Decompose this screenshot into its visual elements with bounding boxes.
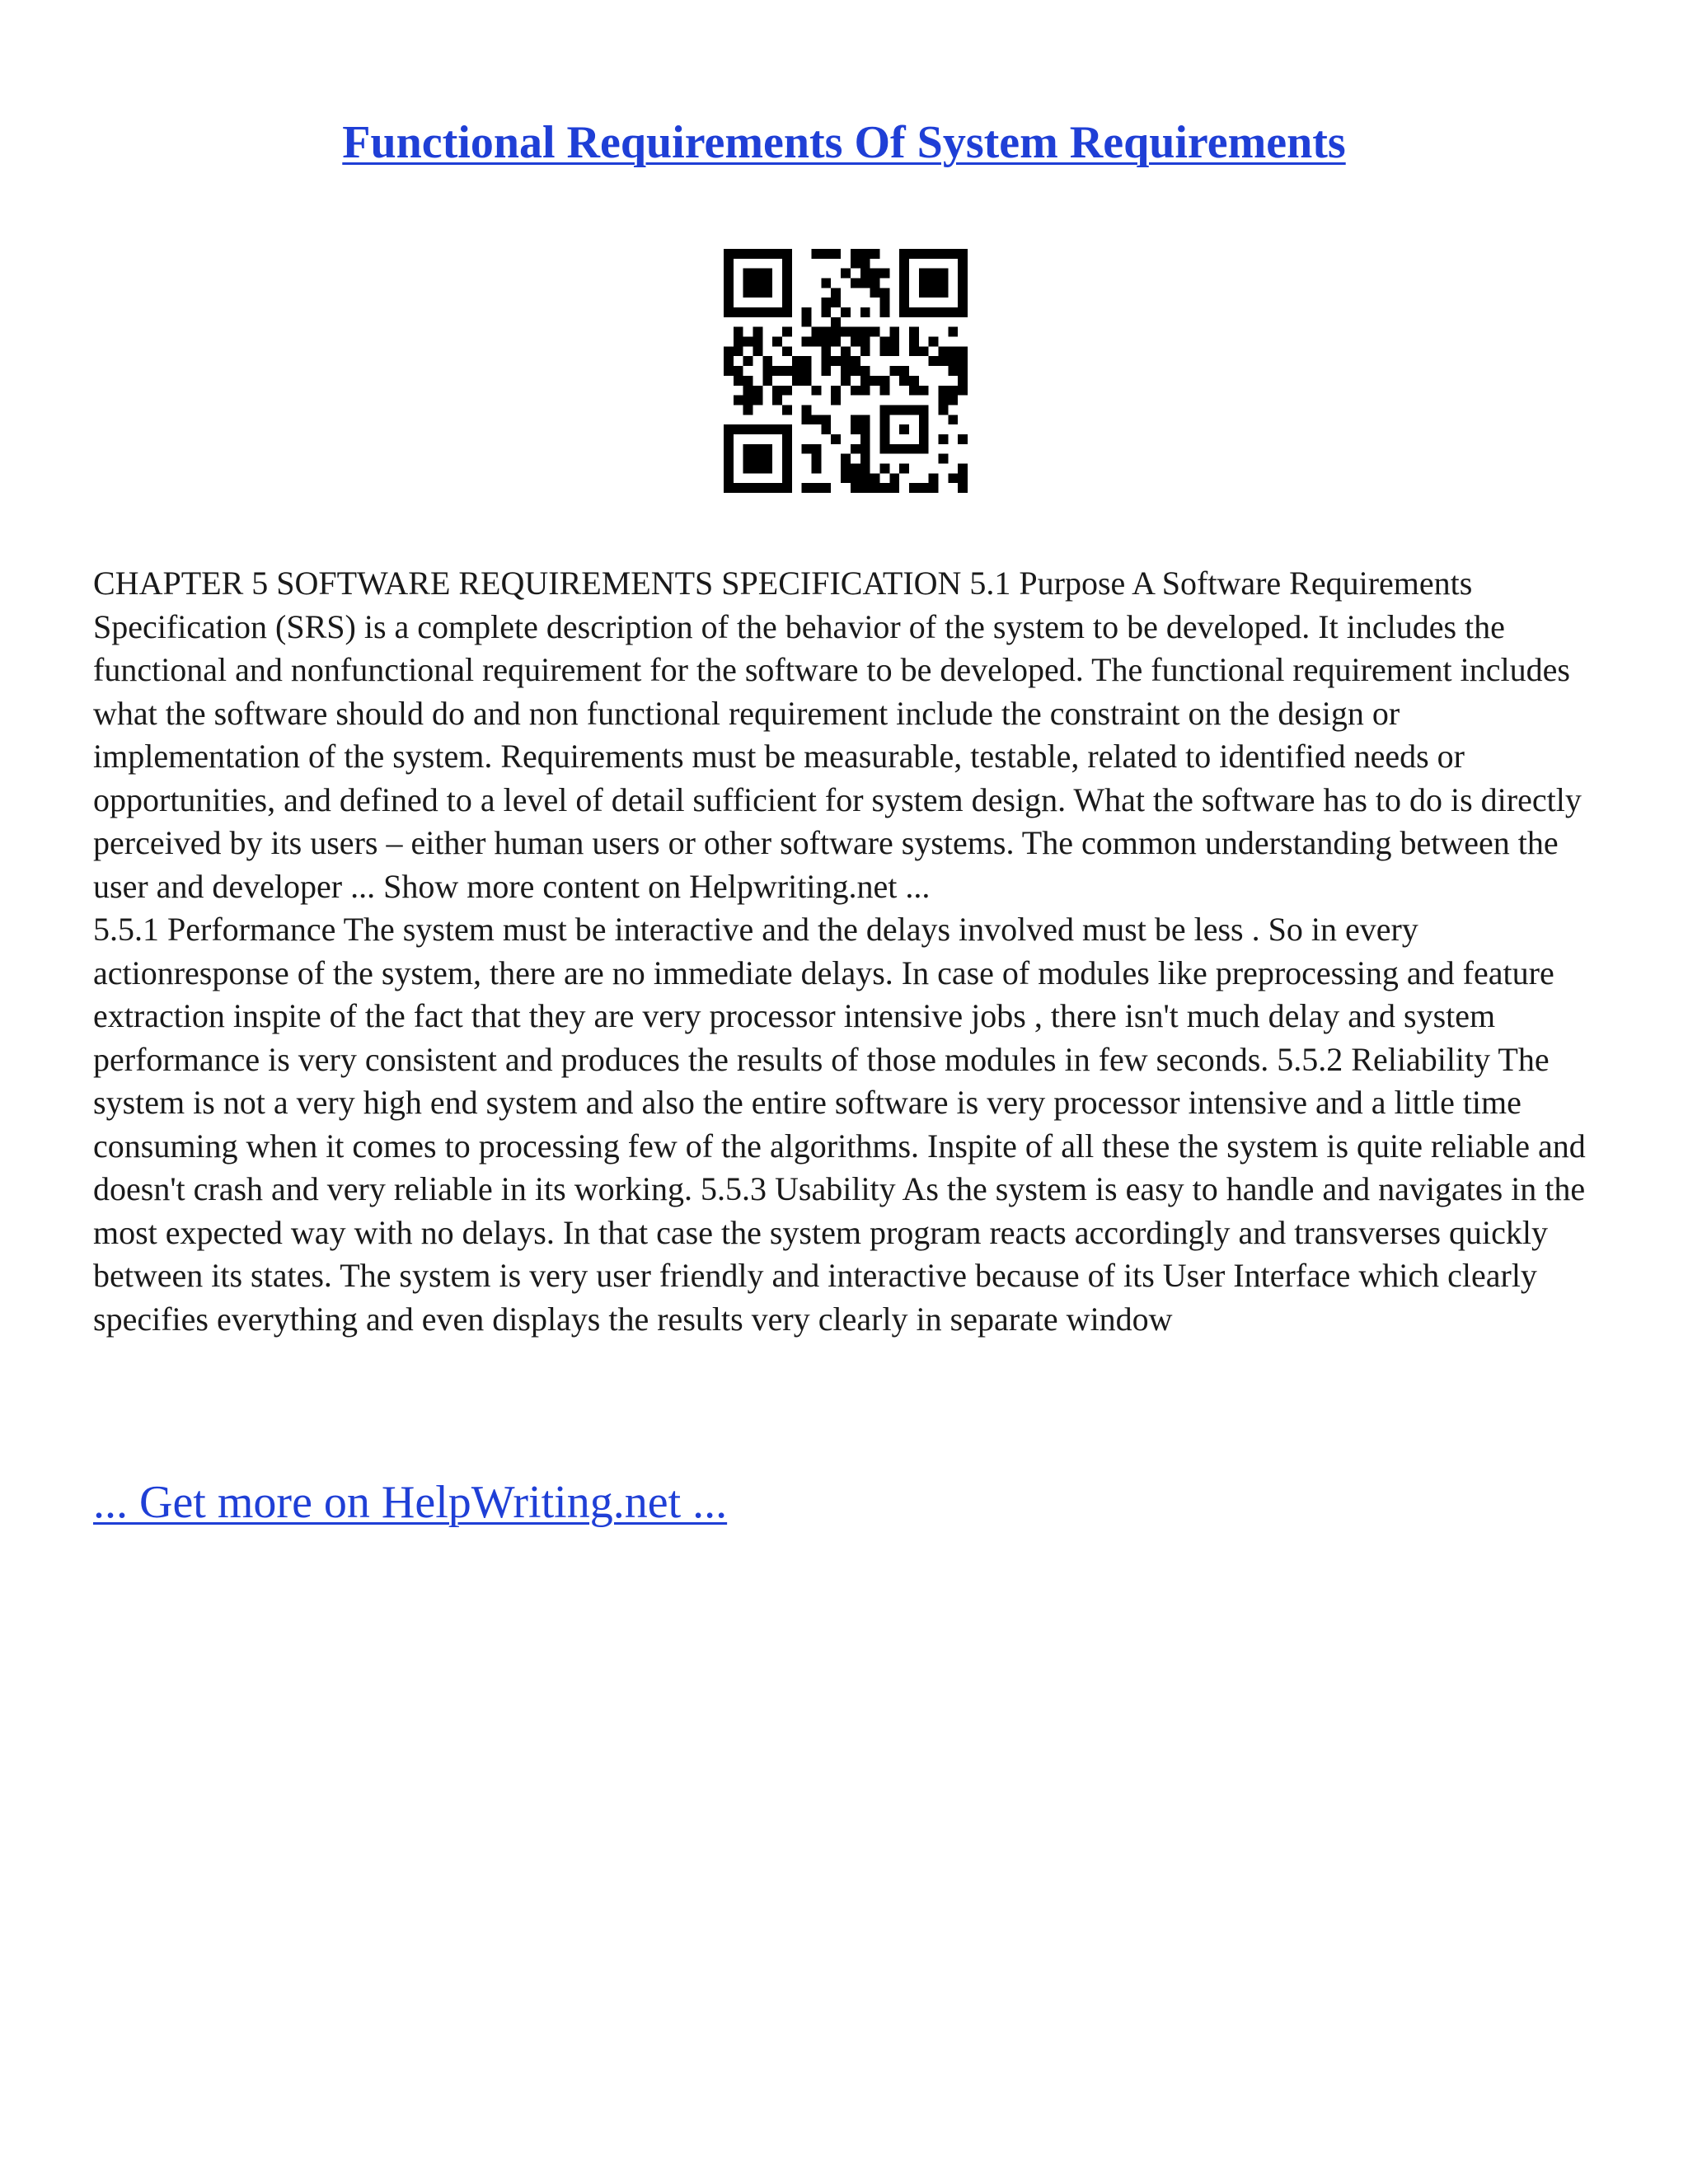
page-title: [0, 115, 1688, 171]
qr-code-icon: [724, 249, 968, 493]
paragraph-requirements: 5.5.1 Performance The system must be interactive and the delays involved must be less . So in every actionresponse of the system, there are no immediate delays. In case of modules like preprocessing and feature extraction inspite of the fact that they are very processor intensive jobs , there isn't much delay and system performance is very consistent and produces the results of those modules in few seconds. 5.5.2 Reliability The system is not a very high end system and also the entire software is very processor intensive and a little time consuming when it comes to processing few of the algorithms. Inspite of all these the system is quite reliable and doesn't crash and very reliable in its working. 5.5.3 Usability As the system is easy to handle and navigates in the most expected way with no delays. In that case the system program reacts accordingly and transverses quickly between its states. The system is very user friendly and interactive because of its User Interface which clearly specifies everything and even displays the results very clearly in separate window: [93, 911, 1586, 1338]
get-more-link-wrap: [93, 1475, 727, 1530]
title-link[interactable]: Functional Requirements Of System Requirements: [342, 117, 1346, 168]
paragraph-purpose: CHAPTER 5 SOFTWARE REQUIREMENTS SPECIFICATION 5.1 Purpose A Software Requirements Specification (SRS) is a complete description of the behavior of the system to be developed. It includes the functional and nonfunctional requirement for the software to be developed. The functional requirement includes what the software should do and non functional requirement include the constraint on the design or implementation of the system. Requirements must be measurable, testable, related to identified needs or opportunities, and defined to a level of detail sufficient for system design. What the software has to do is directly perceived by its users – either human users or other software systems. The common understanding between the user and developer ... Show more content on Helpwriting.net ...: [93, 565, 1582, 905]
get-more-link[interactable]: ... Get more on HelpWriting.net ...: [93, 1477, 728, 1528]
article-body: [93, 562, 1601, 1341]
